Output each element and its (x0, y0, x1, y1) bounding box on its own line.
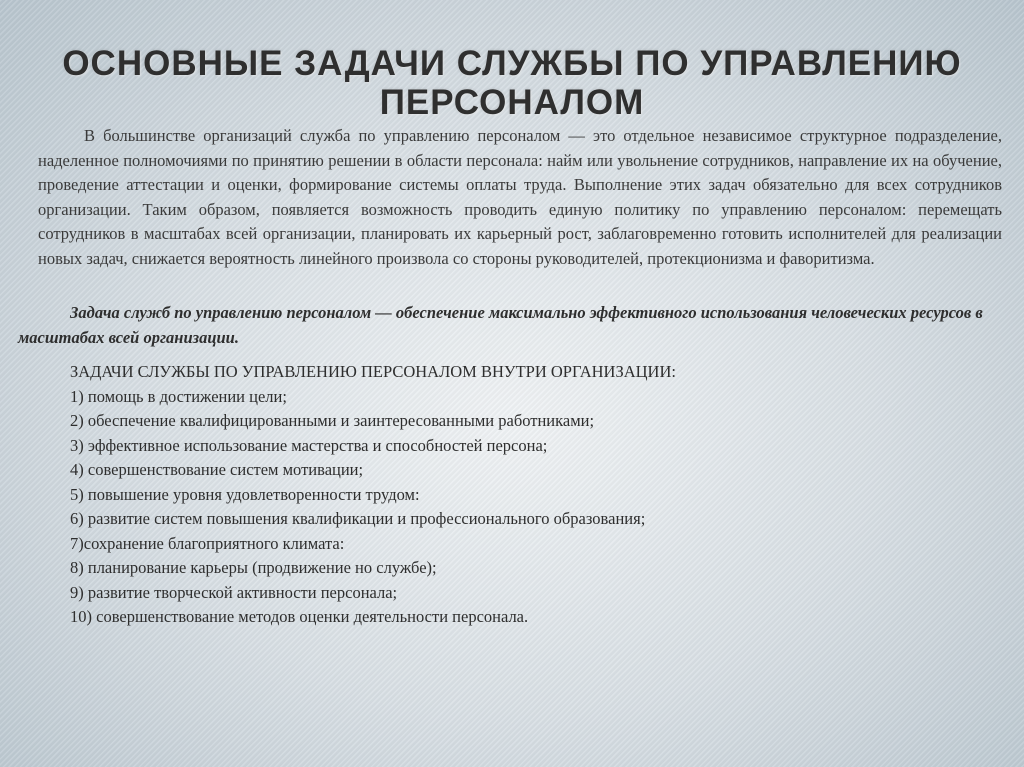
task-item: 8) планирование карьеры (продвижение но службе); (70, 558, 437, 577)
task-item: 10) совершенствование методов оценки деятельности персонала. (70, 607, 529, 626)
task-item: 6) развитие систем повышения квалификации и профессионального образования; (70, 509, 646, 528)
task-item: 9) развитие творческой активности персонала; (70, 582, 398, 602)
task-item: 2) обеспечение квалифицированными и заинтересованными работниками; (70, 411, 595, 430)
tasks-heading: ЗАДАЧИ СЛУЖБЫ ПО УПРАВЛЕНИЮ ПЕРСОНАЛОМ ВНУТРИ ОРГАНИЗАЦИИ: (70, 362, 676, 381)
tasks-section (70, 360, 1002, 630)
task-item: 3) эффективное использование мастерства и способностей персона; (70, 435, 548, 455)
task-item: 1) помощь в достижении цели; (70, 386, 287, 406)
intro-paragraph: В большинстве организаций служба по управлению персоналом — это отдельное независимое структурное подразделение, наделенное полномочиями по принятию решении в области персонала: найм или увольнение сотрудников, направление их на обучение, проведение аттестации и оценки, формирование системы оплаты труда. Выполнение этих задач обязательно для всех сотрудников организации. Таким образом, появляется возможность проводить единую политику по управлению персоналом: перемещать сотрудников в масштабах всей организации, планировать их карьерный рост, заблаговременно готовить исполнителей для реализации новых задач, снижается вероятность линейного произвола со стороны руководителей, протекционизма и фаворитизма. (38, 126, 1002, 268)
task-item: 7)сохранение благоприятного климата: (70, 533, 345, 553)
task-item: 4) совершенствование систем мотивации; (70, 460, 364, 479)
task-list (70, 385, 1002, 630)
slide-title: ОСНОВНЫЕ ЗАДАЧИ СЛУЖБЫ ПО УПРАВЛЕНИЮ ПЕРСОНАЛОМ (62, 44, 962, 122)
goal-statement: Задача служб по управлению персоналом — обеспечение максимально эффективного использования человеческих ресурсов в масштабах всей организации. (18, 303, 983, 347)
slide-body (18, 124, 1002, 630)
task-item: 5) повышение уровня удовлетворенности трудом: (70, 484, 420, 504)
